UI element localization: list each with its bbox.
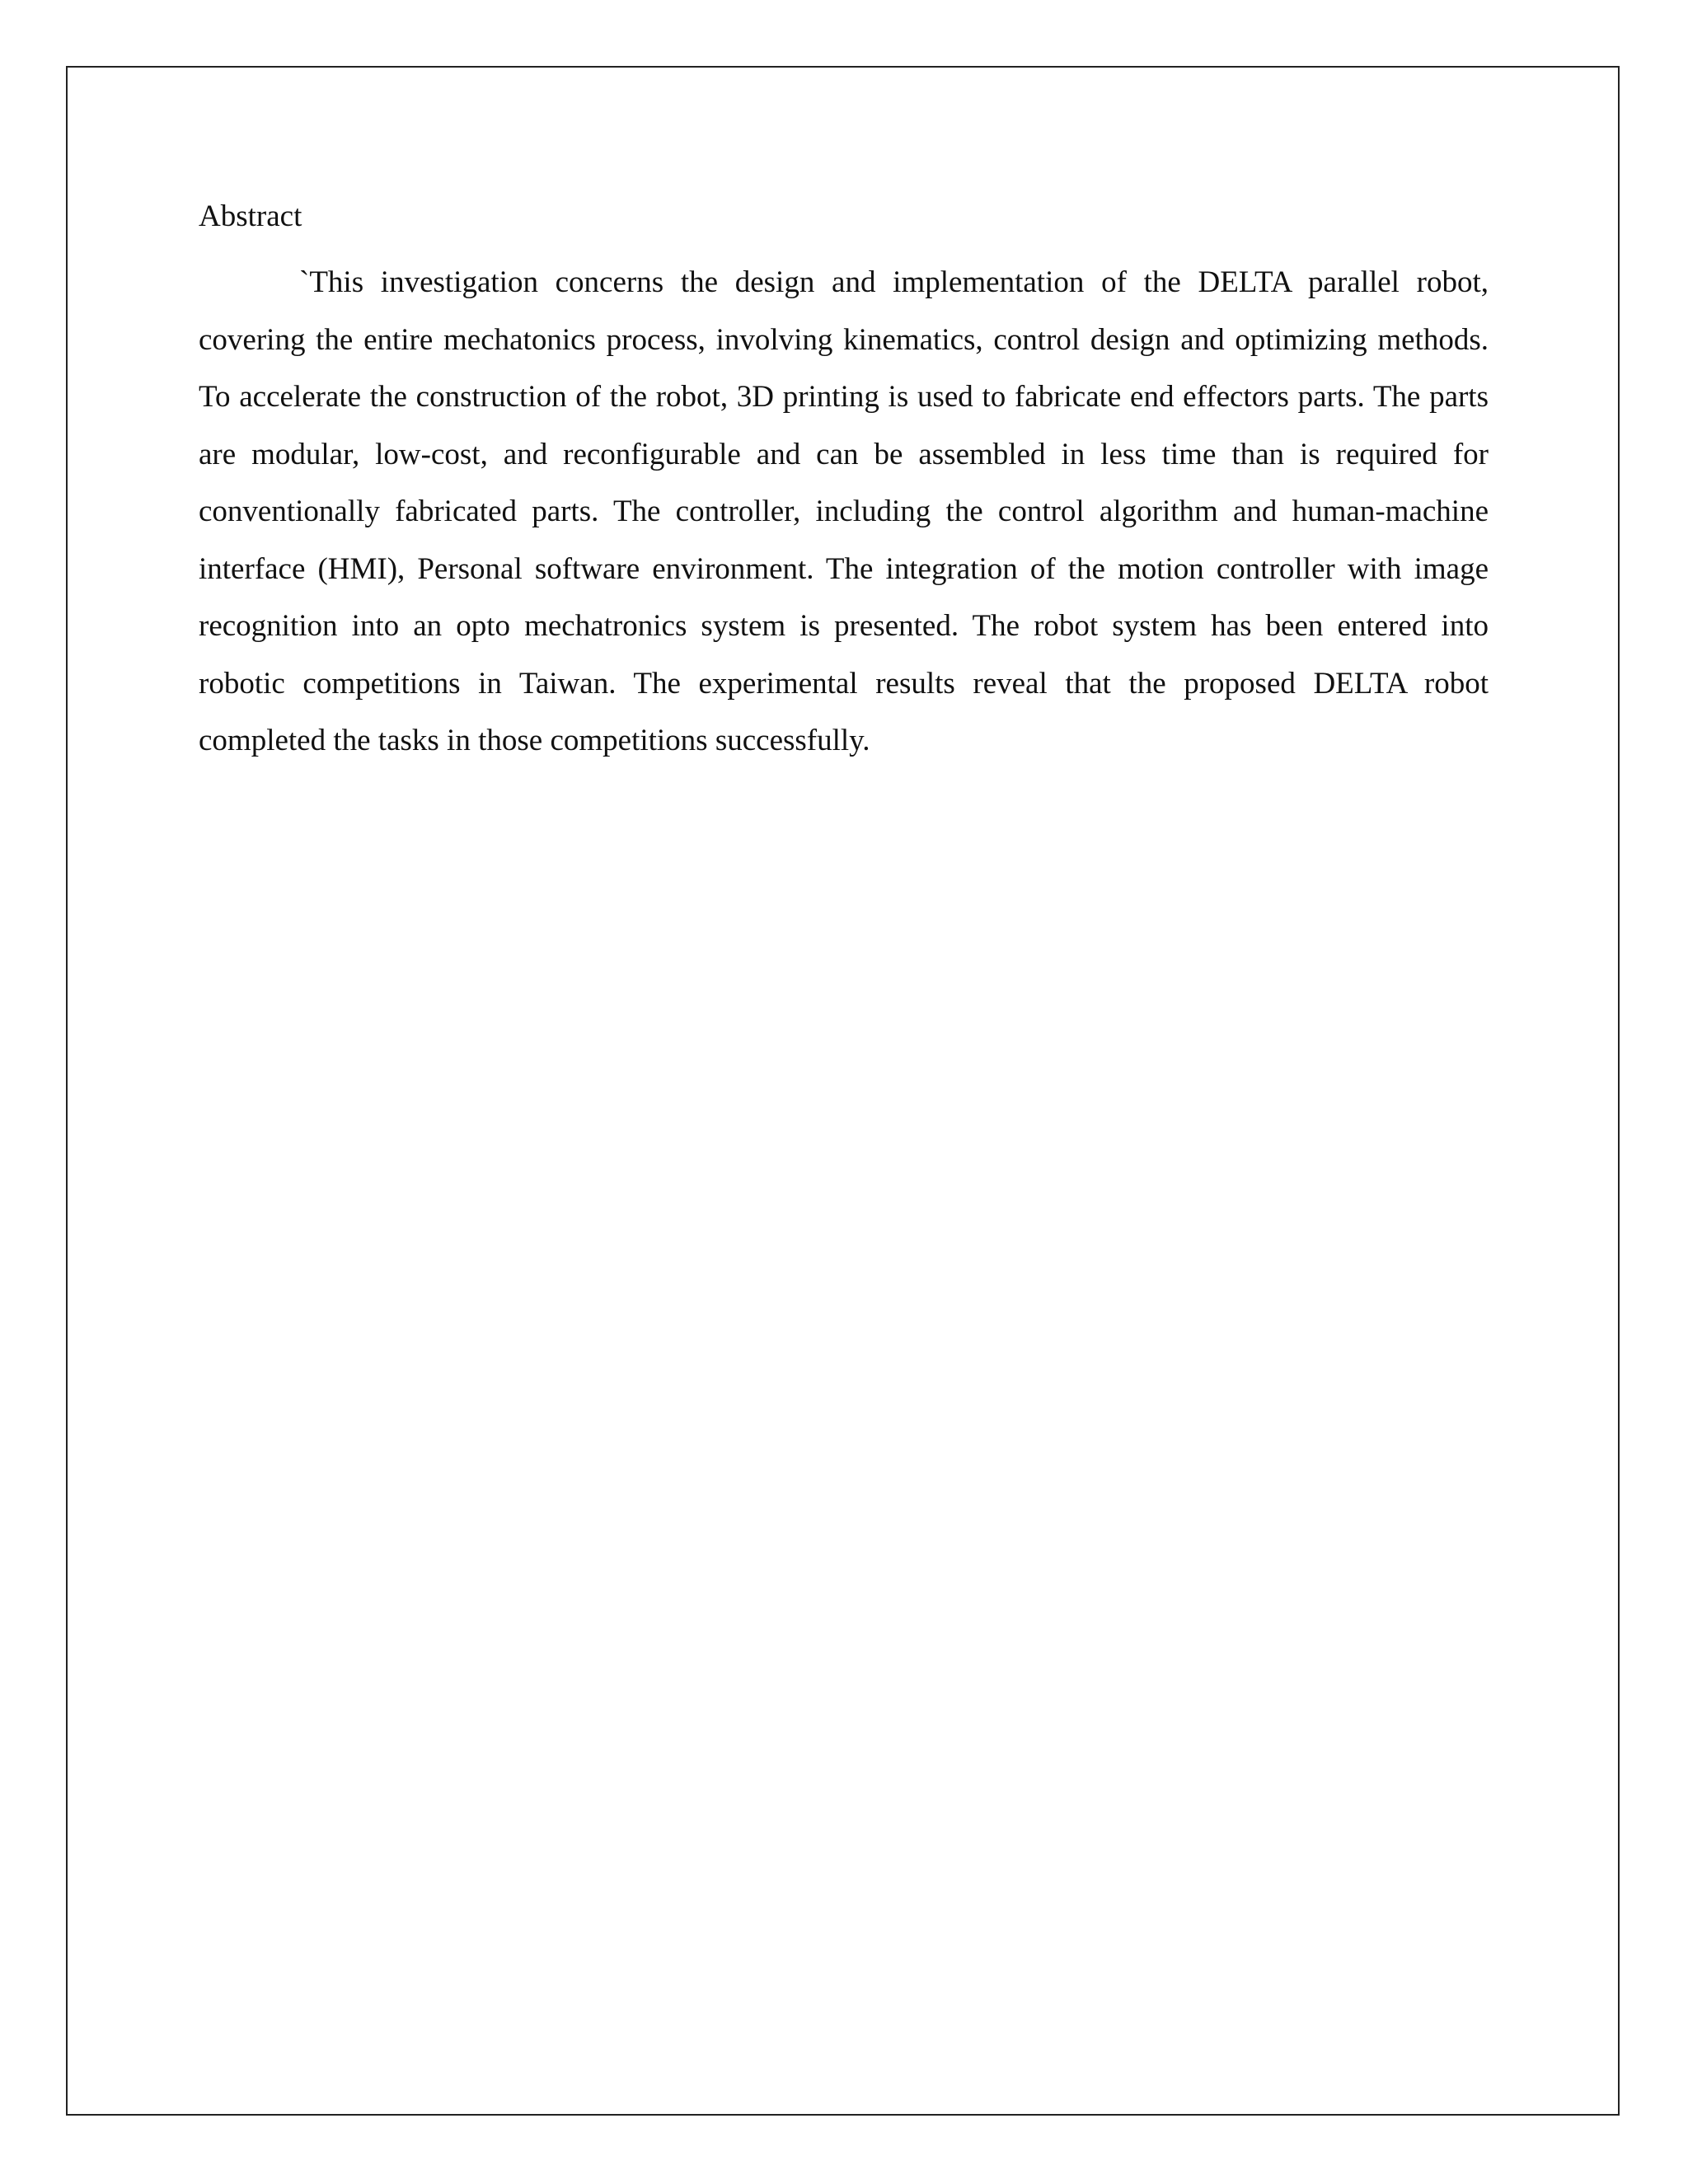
abstract-paragraph: `This investigation concerns the design and implementation of the DELTA parallel robot, covering the entire mechatonics process, involving kinematics, control design and optimizing methods. To accelerate the construction of the robot, 3D printing is used to fabricate end effectors parts. The parts are modular, low-cost, and reconfigurable and can be assembled in less time than is required for conventionally fabricated parts. The controller, including the control algorithm and human-machine interface (HMI), Personal software environment. The integration of the motion controller with image recognition into an opto mechatronics system is presented. The robot system has been entered into robotic competitions in Taiwan. The experimental results reveal that the proposed DELTA robot completed the tasks in those competitions successfully. [199, 265, 1489, 757]
document-content [199, 198, 1489, 770]
section-heading: Abstract [199, 199, 302, 233]
